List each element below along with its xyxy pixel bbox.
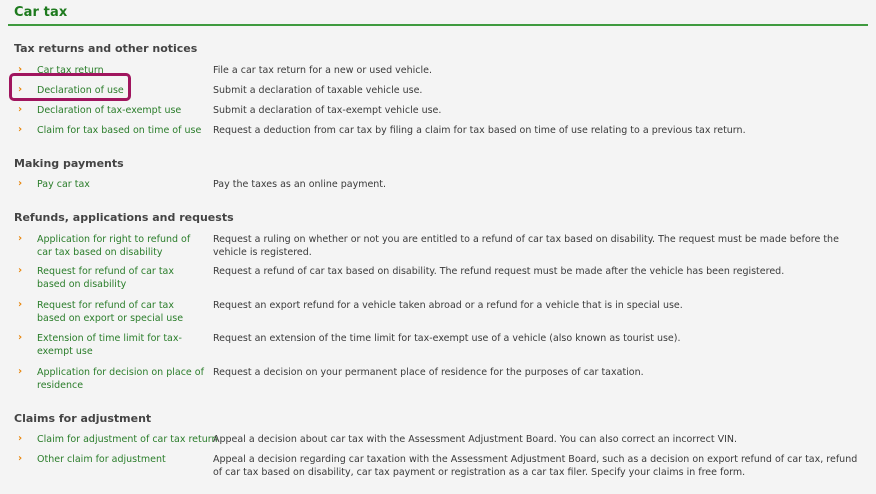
chevron-right-icon: › [18,124,23,135]
link-request-refund-disability[interactable]: Request for refund of car tax based on disability [37,266,174,290]
item-description: Appeal a decision about car tax with the Assessment Adjustment Board. You can also correct an incorrect VIN. [213,434,738,445]
item-description: Request a refund of car tax based on disability. The refund request must be made after the vehicle has been registered. [213,266,785,277]
section-heading-claims: Claims for adjustment [14,412,152,425]
link-other-claim-adjustment[interactable]: Other claim for adjustment [37,454,166,465]
page-header [8,0,868,26]
link-pay-car-tax[interactable]: Pay car tax [37,179,90,190]
link-claim-for-tax-based-on-time-of-use[interactable]: Claim for tax based on time of use [37,125,202,136]
link-application-right-to-refund[interactable]: Application for right to refund of car tax based on disability [37,234,191,258]
chevron-right-icon: › [18,64,23,75]
chevron-right-icon: › [18,366,23,377]
item-description: Submit a declaration of tax-exempt vehicle use. [213,105,442,116]
highlight-annotation [9,73,131,101]
item-description: Request a decision on your permanent place of residence for the purposes of car taxation. [213,367,644,378]
link-application-place-of-residence[interactable]: Application for decision on place of residence [37,367,204,391]
chevron-right-icon: › [18,453,23,464]
item-description: Pay the taxes as an online payment. [213,179,387,190]
chevron-right-icon: › [18,233,23,244]
link-car-tax-return[interactable]: Car tax return [37,65,104,76]
chevron-right-icon: › [18,84,23,95]
section-heading-tax-returns: Tax returns and other notices [14,42,198,55]
item-description: Submit a declaration of taxable vehicle use. [213,85,423,96]
chevron-right-icon: › [18,178,23,189]
link-request-refund-export[interactable]: Request for refund of car tax based on export or special use [37,300,184,324]
chevron-right-icon: › [18,299,23,310]
section-heading-refunds: Refunds, applications and requests [14,211,234,224]
item-description: Request a ruling on whether or not you are entitled to a refund of car tax based on disability. The request must be made before the vehicle is registered. [213,234,839,258]
link-claim-adjustment-car-tax-return[interactable]: Claim for adjustment of car tax return [37,434,218,445]
chevron-right-icon: › [18,332,23,343]
item-description: Request an extension of the time limit for tax-exempt use of a vehicle (also known as tourist use). [213,333,681,344]
item-description: Request a deduction from car tax by filing a claim for tax based on time of use relating to a previous tax return. [213,125,746,136]
link-declaration-of-use[interactable]: Declaration of use [37,85,124,96]
link-extension-time-limit[interactable]: Extension of time limit for tax-exempt use [37,333,182,357]
item-description: Request an export refund for a vehicle taken abroad or a refund for a vehicle that is in special use. [213,300,683,311]
chevron-right-icon: › [18,265,23,276]
page-title: Car tax [14,5,68,20]
chevron-right-icon: › [18,433,23,444]
section-heading-making-payments: Making payments [14,157,124,170]
link-declaration-of-tax-exempt-use[interactable]: Declaration of tax-exempt use [37,105,182,116]
item-description: Appeal a decision regarding car taxation with the Assessment Adjustment Board, such as a decision on export refund of car tax, refund of car tax based on disability, car tax payment or registration as a car tax filer. Specify your claims in free form. [213,454,858,478]
item-description: File a car tax return for a new or used vehicle. [213,65,433,76]
chevron-right-icon: › [18,104,23,115]
